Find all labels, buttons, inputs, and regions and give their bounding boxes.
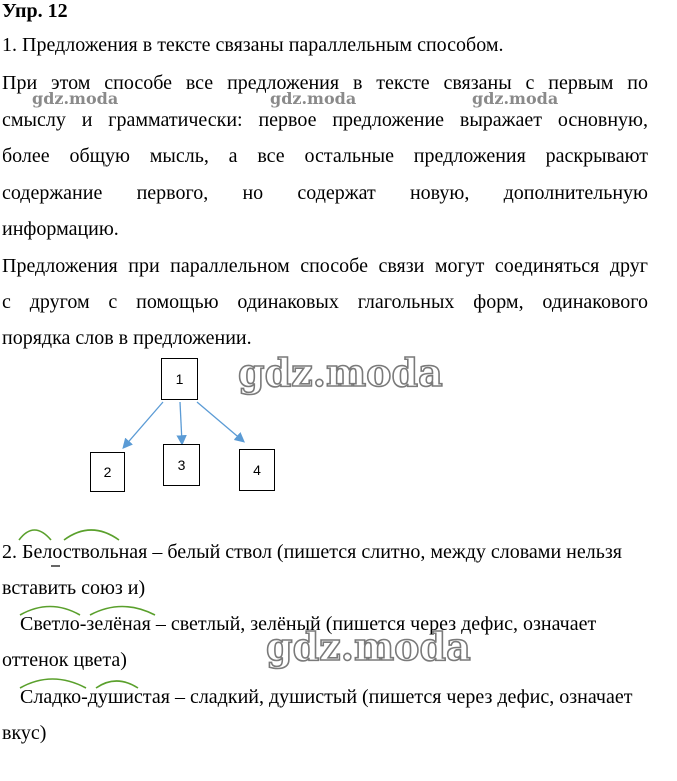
para1-line: При этом способе все предложения в тексте связаны с первым по (2, 72, 648, 94)
exercise-title: Упр. 12 (2, 0, 68, 22)
part2-line: Светло-зелёная – светлый, зелёный (пишется через дефис, означает (20, 613, 597, 635)
watermark: gdz.moda (270, 89, 357, 108)
diagram-node-3: 3 (163, 444, 200, 486)
para1-line: содержание первого, но содержат новую, дополнительную (2, 182, 648, 204)
para1-line: более общую мысль, а все остальные предложения раскрывают (2, 145, 648, 167)
watermark: gdz.moda (32, 89, 119, 108)
part2-line: вставить союз и) (2, 577, 146, 599)
watermark-large: gdz.moda (238, 350, 443, 395)
diagram-node-1: 1 (161, 358, 198, 400)
para2-line: порядка слов в предложении. (2, 327, 252, 349)
para2-line: с другом с помощью одинаковых глагольных форм, одинакового (2, 291, 648, 313)
watermark-large: gdz.moda (266, 624, 471, 669)
part2-line: Сладко-душистая – сладкий, душистый (пишется через дефис, означает (20, 686, 633, 708)
diagram-node-4: 4 (239, 449, 275, 491)
watermark: gdz.moda (472, 89, 559, 108)
part1-heading: 1. Предложения в тексте связаны параллельным способом. (2, 34, 504, 56)
part2-line: оттенок цвета) (2, 649, 127, 671)
para1-line: информацию. (2, 218, 119, 240)
part2-line: вкус) (2, 722, 47, 744)
para2-line: Предложения при параллельном способе связи могут соединяться друг (2, 255, 648, 277)
diagram-node-2: 2 (90, 452, 125, 492)
part2-line: 2. Белоствольная – белый ствол (пишется слитно, между словами нельзя (2, 541, 622, 563)
para1-line: смыслу и грамматически: первое предложение выражает основную, (2, 109, 648, 131)
